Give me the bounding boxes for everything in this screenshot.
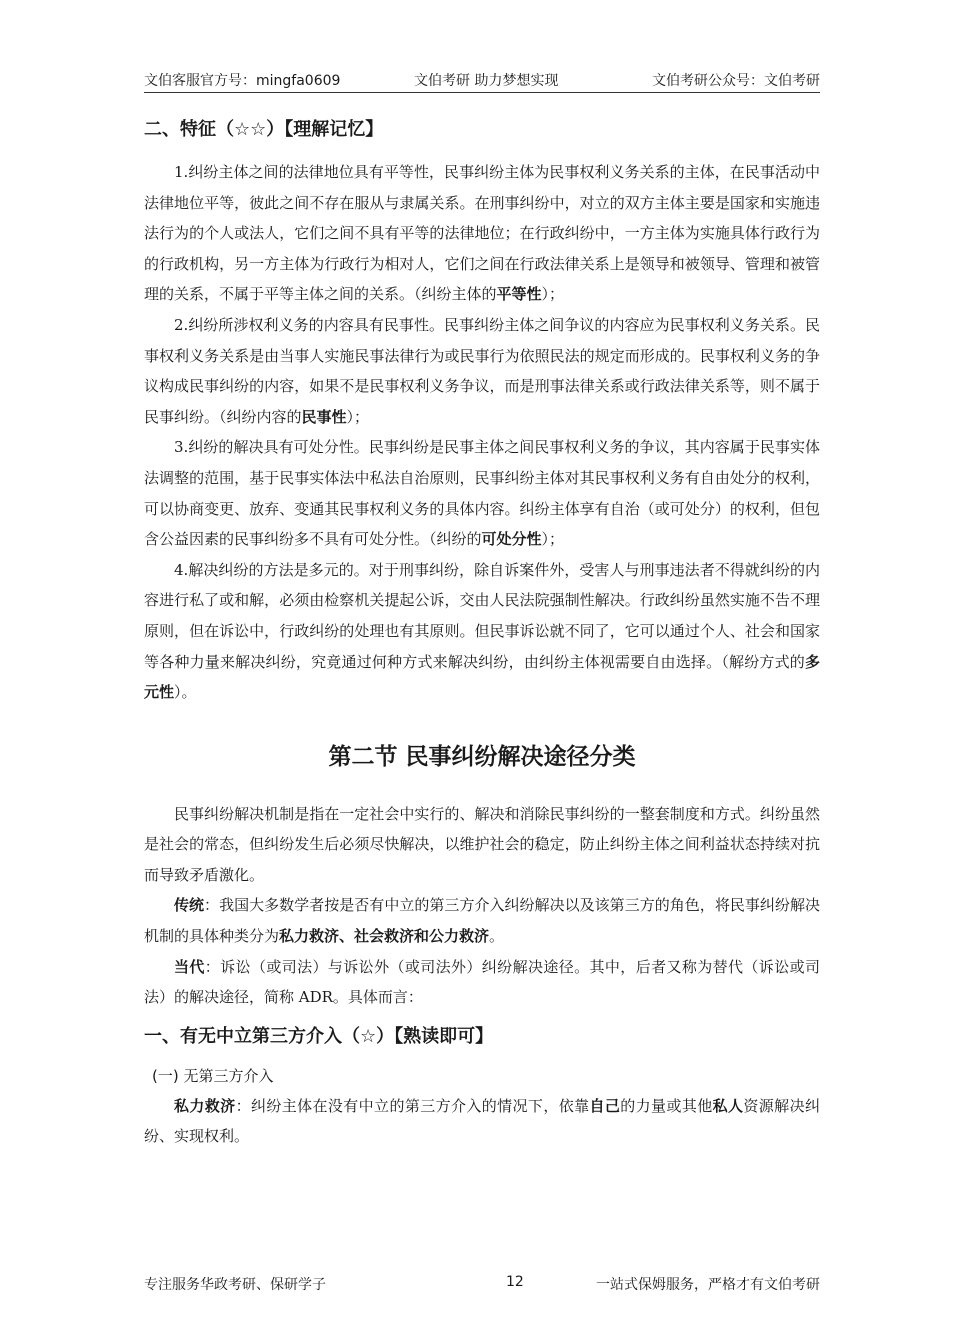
page-footer bbox=[144, 1272, 820, 1296]
section-heading-features: 二、特征（☆☆）【理解记忆】 bbox=[144, 119, 384, 140]
chapter-title: 第二节 民事纠纷解决途径分类 bbox=[328, 743, 636, 770]
page-content bbox=[144, 116, 820, 1152]
feature-paragraph-3: 3.纠纷的解决具有可处分性。民事纠纷是民事主体之间民事权利义务的争议，其内容属于民事实体法调整的范围，基于民事实体法中私法自治原则，民事纠纷主体对其民事权利义务有自由处分的权利，可以协商变更、放弃、变通其民事权利义务的具体内容。纠纷主体享有自治（或可处分）的权利，但包含公益因素的民事纠纷多不具有可处分性。（纠纷的可处分性）； bbox=[144, 438, 820, 549]
header-public-account: 文伯考研公众号：文伯考研 bbox=[652, 73, 820, 89]
header-slogan: 文伯考研 助力梦想实现 bbox=[414, 73, 559, 89]
feature-paragraph-1: 1.纠纷主体之间的法律地位具有平等性，民事纠纷主体为民事权利义务关系的主体，在民事活动中法律地位平等，彼此之间不存在服从与隶属关系。在刑事纠纷中，对立的双方主体主要是国家和实施违法行为的个人或法人，它们之间不具有平等的法律地位；在行政纠纷中，一方主体为实施具体行政行为的行政机构，另一方主体为行政行为相对人，它们之间在行政法律关系上是领导和被领导、管理和被管理的关系，不属于平等主体之间的关系。（纠纷主体的平等性）； bbox=[144, 163, 820, 304]
subheading-no-third-party: (一) 无第三方介入 bbox=[152, 1066, 274, 1085]
modern-classification-paragraph: 当代：诉讼（或司法）与诉讼外（或司法外）纠纷解决途径。其中，后者又称为替代（诉讼或司法）的解决途径，简称 ADR。具体而言： bbox=[144, 957, 820, 1007]
feature-paragraph-2: 2.纠纷所涉权利义务的内容具有民事性。民事纠纷主体之间争议的内容应为民事权利义务关系。民事权利义务关系是由当事人实施民事法律行为或民事行为依照民法的规定而形成的。民事权利义务的争议构成民事纠纷的内容，如果不是民事权利义务争议，而是刑事法律关系或行政法律关系等，则不属于民事纠纷。（纠纷内容的民事性）； bbox=[144, 315, 820, 426]
mechanism-intro-paragraph: 民事纠纷解决机制是指在一定社会中实行的、解决和消除民事纠纷的一整套制度和方式。纠纷虽然是社会的常态，但纠纷发生后必须尽快解决，以维护社会的稳定，防止纠纷主体之间利益状态持续对抗而导致矛盾激化。 bbox=[144, 804, 820, 884]
private-remedy-paragraph: 私力救济：纠纷主体在没有中立的第三方介入的情况下，依靠自己的力量或其他私人资源解决纠纷、实现权利。 bbox=[144, 1096, 820, 1146]
footer-tagline: 专注服务华政考研、保研学子 bbox=[144, 1277, 326, 1293]
page-header bbox=[144, 66, 820, 93]
footer-slogan: 一站式保姆服务，严格才有文伯考研 bbox=[596, 1277, 820, 1293]
traditional-classification-paragraph: 传统：我国大多数学者按是否有中立的第三方介入纠纷解决以及该第三方的角色，将民事纠纷解决机制的具体种类分为私力救济、社会救济和公力救济。 bbox=[144, 896, 820, 946]
page-number: 12 bbox=[506, 1274, 524, 1290]
feature-paragraph-4: 4.解决纠纷的方法是多元的。对于刑事纠纷，除自诉案件外，受害人与刑事违法者不得就纠纷的内容进行私了或和解，必须由检察机关提起公诉，交由人民法院强制性解决。行政纠纷虽然实施不告不理原则，但在诉讼中，行政纠纷的处理也有其原则。但民事诉讼就不同了，它可以通过个人、社会和国家等各种力量来解决纠纷，究竟通过何种方式来解决纠纷，由纠纷主体视需要自由选择。（解纷方式的多元性）。 bbox=[144, 560, 820, 702]
section-heading-third-party: 一、有无中立第三方介入（☆）【熟读即可】 bbox=[144, 1025, 494, 1047]
header-service-account: 文伯客服官方号：mingfa0609 bbox=[144, 73, 341, 89]
